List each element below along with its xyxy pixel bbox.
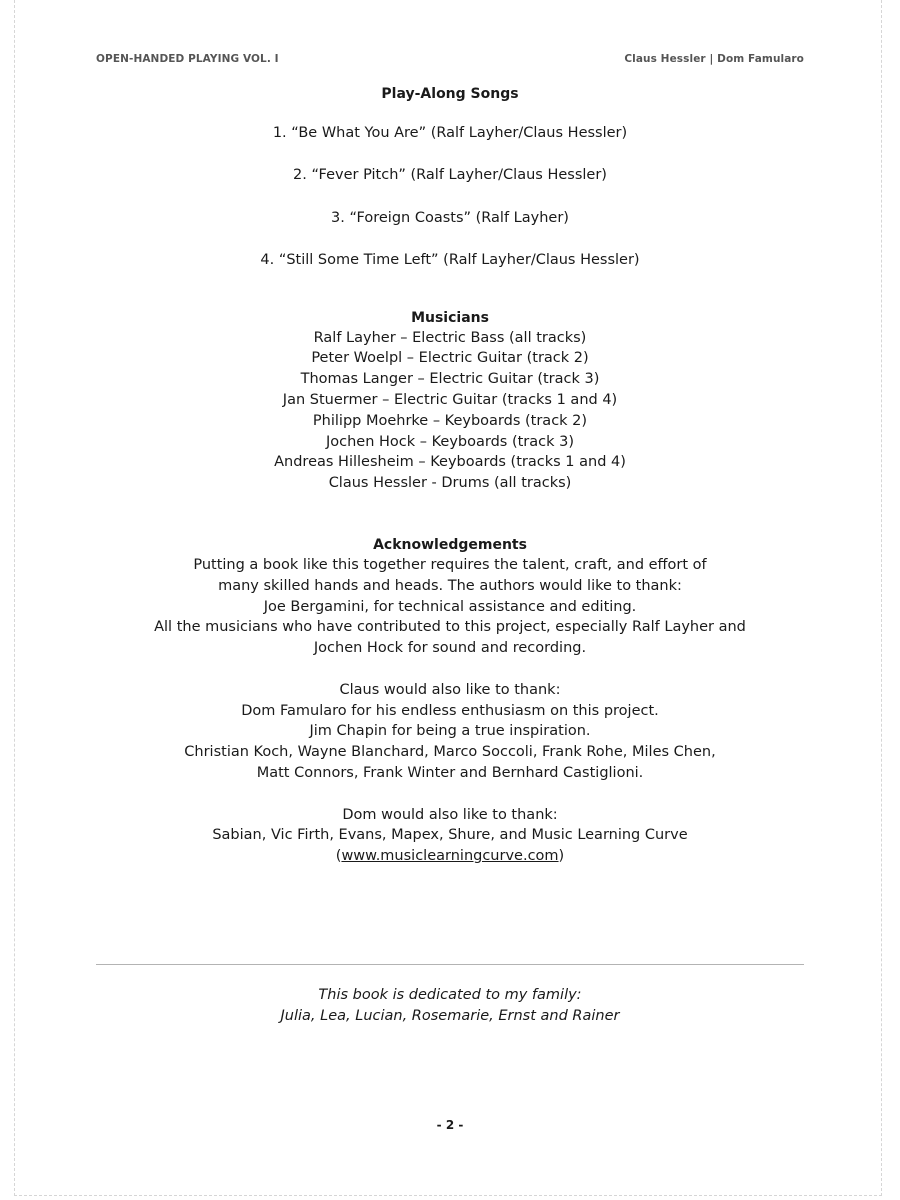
ack-line: Sabian, Vic Firth, Evans, Mapex, Shure, and Music Learning Curve [212,827,688,844]
musiclearningcurve-link[interactable]: www.musiclearningcurve.com [341,848,559,865]
song-item: 1. “Be What You Are” (Ralf Layher/Claus Hessler) [272,125,628,141]
ack-line: Matt Connors, Frank Winter and Bernhard Castiglioni. [256,765,644,782]
musicians-section [96,308,804,494]
ack-line: All the musicians who have contributed to this project, especially Ralf Layher and [154,619,746,636]
link-paren-close: ) [558,848,565,865]
spacer [96,784,804,805]
link-paren-open: ( [335,848,342,865]
ack-line: Jim Chapin for being a true inspiration. [309,723,591,740]
musician-item: Claus Hessler - Drums (all tracks) [328,475,572,492]
ack-line: Claus would also like to thank: [339,681,561,698]
songs-title: Play-Along Songs [381,86,519,102]
dedication-line-1: This book is dedicated to my family: [318,987,582,1003]
ack-line: Dom Famularo for his endless enthusiasm on this project. [241,702,659,719]
ack-line: many skilled hands and heads. The authors would like to thank: [218,577,682,594]
musician-item: Jochen Hock – Keyboards (track 3) [325,433,574,450]
page-content [96,84,804,867]
musician-item: Jan Stuermer – Electric Guitar (tracks 1 and 4) [282,392,618,409]
musician-item: Peter Woelpl – Electric Guitar (track 2) [311,350,589,367]
dedication-line-2: Julia, Lea, Lucian, Rosemarie, Ernst and Rainer [280,1008,620,1024]
ack-link-line [96,846,804,867]
ack-line: Dom would also like to thank: [342,806,558,823]
divider-line [96,964,804,965]
ack-line: Jochen Hock for sound and recording. [313,640,587,657]
songs-section [96,84,804,271]
ack-line: Joe Bergamini, for technical assistance and editing. [263,598,637,615]
header-authors: Claus Hessler | Dom Famularo [624,53,804,65]
spacer [96,659,804,680]
musician-item: Philipp Moehrke – Keyboards (track 2) [312,412,588,429]
musicians-title: Musicians [411,309,489,326]
acknowledgements-section [96,535,804,867]
song-item: 2. “Fever Pitch” (Ralf Layher/Claus Hessler) [293,167,607,184]
page-header [96,53,804,69]
ack-line: Putting a book like this together requires the talent, craft, and effort of [193,557,707,574]
musician-item: Thomas Langer – Electric Guitar (track 3) [300,371,600,388]
musician-item: Ralf Layher – Electric Bass (all tracks) [313,329,587,346]
song-item: 3. “Foreign Coasts” (Ralf Layher) [331,209,569,226]
page-number: - 2 - [436,1118,464,1132]
dedication [96,985,804,1027]
header-book-title: OPEN-HANDED PLAYING VOL. I [96,53,279,65]
acknowledgements-title: Acknowledgements [373,537,527,554]
song-item: 4. “Still Some Time Left” (Ralf Layher/Claus Hessler) [260,251,640,268]
songs-list [96,123,804,271]
musician-item: Andreas Hillesheim – Keyboards (tracks 1 and 4) [274,454,626,471]
ack-line: Christian Koch, Wayne Blanchard, Marco Soccoli, Frank Rohe, Miles Chen, [184,744,716,761]
